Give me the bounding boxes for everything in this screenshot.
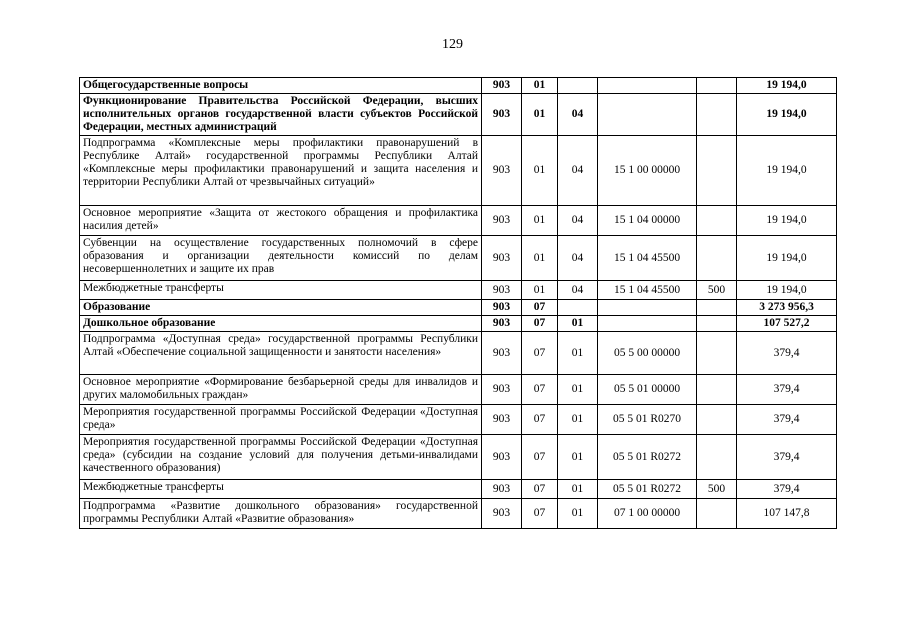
amount: 19 194,0 — [737, 236, 837, 281]
target-article-code: 05 5 00 00000 — [598, 332, 697, 375]
amount: 379,4 — [737, 405, 837, 435]
target-article-code: 05 5 01 R0270 — [598, 405, 697, 435]
section-code: 01 — [522, 236, 558, 281]
target-article-code: 05 5 01 R0272 — [598, 435, 697, 480]
amount: 19 194,0 — [737, 78, 837, 94]
target-article-code — [598, 300, 697, 316]
row-name: Основное мероприятие «Формирование безбарьерной среды для инвалидов и других маломобильных граждан» — [80, 375, 482, 405]
target-article-code: 05 5 01 R0272 — [598, 480, 697, 499]
section-code: 01 — [522, 78, 558, 94]
subsection-code: 04 — [558, 136, 598, 206]
row-name: Основное мероприятие «Защита от жестокого обращения и профилактика насилия детей» — [80, 206, 482, 236]
row-name: Дошкольное образование — [80, 316, 482, 332]
amount: 379,4 — [737, 332, 837, 375]
ved-code: 903 — [482, 236, 522, 281]
subsection-code: 01 — [558, 435, 598, 480]
expense-type-code — [697, 236, 737, 281]
target-article-code: 15 1 00 00000 — [598, 136, 697, 206]
section-code: 07 — [522, 375, 558, 405]
ved-code: 903 — [482, 405, 522, 435]
ved-code: 903 — [482, 375, 522, 405]
subsection-code: 01 — [558, 316, 598, 332]
table-row — [80, 78, 837, 94]
table-row — [80, 499, 837, 529]
ved-code: 903 — [482, 480, 522, 499]
target-article-code — [598, 94, 697, 136]
expense-type-code — [697, 405, 737, 435]
row-name: Функционирование Правительства Российской Федерации, высших исполнительных органов государственной власти субъектов Российской Федерации, местных администраций — [80, 94, 482, 136]
section-code: 07 — [522, 499, 558, 529]
table-row — [80, 405, 837, 435]
section-code: 01 — [522, 94, 558, 136]
subsection-code — [558, 300, 598, 316]
table-row — [80, 316, 837, 332]
target-article-code: 07 1 00 00000 — [598, 499, 697, 529]
subsection-code: 04 — [558, 206, 598, 236]
table-row — [80, 281, 837, 300]
ved-code: 903 — [482, 206, 522, 236]
amount: 19 194,0 — [737, 206, 837, 236]
section-code: 07 — [522, 435, 558, 480]
row-name: Субвенции на осуществление государственных полномочий в сфере образования и организации деятельности комиссий по делам несовершеннолетних и защите их прав — [80, 236, 482, 281]
subsection-code: 01 — [558, 375, 598, 405]
table-row — [80, 435, 837, 480]
table-row — [80, 206, 837, 236]
expense-type-code — [697, 300, 737, 316]
target-article-code: 15 1 04 00000 — [598, 206, 697, 236]
table-row — [80, 300, 837, 316]
ved-code: 903 — [482, 136, 522, 206]
expense-type-code — [697, 375, 737, 405]
section-code: 01 — [522, 281, 558, 300]
table-row — [80, 480, 837, 499]
row-name: Общегосударственные вопросы — [80, 78, 482, 94]
section-code: 07 — [522, 332, 558, 375]
section-code: 07 — [522, 405, 558, 435]
subsection-code: 01 — [558, 499, 598, 529]
expense-type-code — [697, 435, 737, 480]
ved-code: 903 — [482, 300, 522, 316]
expense-type-code — [697, 316, 737, 332]
expense-type-code — [697, 332, 737, 375]
ved-code: 903 — [482, 78, 522, 94]
subsection-code: 04 — [558, 281, 598, 300]
expense-type-code — [697, 136, 737, 206]
target-article-code — [598, 316, 697, 332]
amount: 379,4 — [737, 375, 837, 405]
subsection-code: 04 — [558, 236, 598, 281]
table-row — [80, 332, 837, 375]
amount: 19 194,0 — [737, 136, 837, 206]
ved-code: 903 — [482, 94, 522, 136]
amount: 379,4 — [737, 480, 837, 499]
expense-type-code: 500 — [697, 480, 737, 499]
row-name: Мероприятия государственной программы Российской Федерации «Доступная среда» (субсидии на создание условий для получения детьми-инвалидами качественного образования) — [80, 435, 482, 480]
subsection-code: 01 — [558, 480, 598, 499]
subsection-code — [558, 78, 598, 94]
section-code: 07 — [522, 300, 558, 316]
subsection-code: 01 — [558, 332, 598, 375]
target-article-code: 15 1 04 45500 — [598, 236, 697, 281]
amount: 19 194,0 — [737, 281, 837, 300]
row-name: Межбюджетные трансферты — [80, 281, 482, 300]
target-article-code: 15 1 04 45500 — [598, 281, 697, 300]
ved-code: 903 — [482, 281, 522, 300]
table-row — [80, 236, 837, 281]
ved-code: 903 — [482, 316, 522, 332]
row-name: Межбюджетные трансферты — [80, 480, 482, 499]
table-row — [80, 136, 837, 206]
amount: 107 527,2 — [737, 316, 837, 332]
amount: 379,4 — [737, 435, 837, 480]
subsection-code: 01 — [558, 405, 598, 435]
page-number: 129 — [442, 37, 463, 52]
row-name: Подпрограмма «Комплексные меры профилактики правонарушений в Республике Алтай» государственной программы Республики Алтай «Комплексные меры профилактики правонарушений и защита населения и территории Республики Алтай от чрезвычайных ситуаций» — [80, 136, 482, 206]
section-code: 01 — [522, 136, 558, 206]
expense-type-code: 500 — [697, 281, 737, 300]
row-name: Подпрограмма «Доступная среда» государственной программы Республики Алтай «Обеспечение социальной защищенности и занятости населения» — [80, 332, 482, 375]
expense-type-code — [697, 499, 737, 529]
section-code: 01 — [522, 206, 558, 236]
row-name: Образование — [80, 300, 482, 316]
ved-code: 903 — [482, 332, 522, 375]
expense-type-code — [697, 78, 737, 94]
expense-type-code — [697, 94, 737, 136]
target-article-code — [598, 78, 697, 94]
table-row — [80, 375, 837, 405]
section-code: 07 — [522, 316, 558, 332]
ved-code: 903 — [482, 499, 522, 529]
amount: 3 273 956,3 — [737, 300, 837, 316]
target-article-code: 05 5 01 00000 — [598, 375, 697, 405]
row-name: Мероприятия государственной программы Российской Федерации «Доступная среда» — [80, 405, 482, 435]
budget-table — [79, 77, 837, 529]
row-name: Подпрограмма «Развитие дошкольного образования» государственной программы Республики Алтай «Развитие образования» — [80, 499, 482, 529]
amount: 19 194,0 — [737, 94, 837, 136]
ved-code: 903 — [482, 435, 522, 480]
expense-type-code — [697, 206, 737, 236]
subsection-code: 04 — [558, 94, 598, 136]
amount: 107 147,8 — [737, 499, 837, 529]
table-row — [80, 94, 837, 136]
section-code: 07 — [522, 480, 558, 499]
